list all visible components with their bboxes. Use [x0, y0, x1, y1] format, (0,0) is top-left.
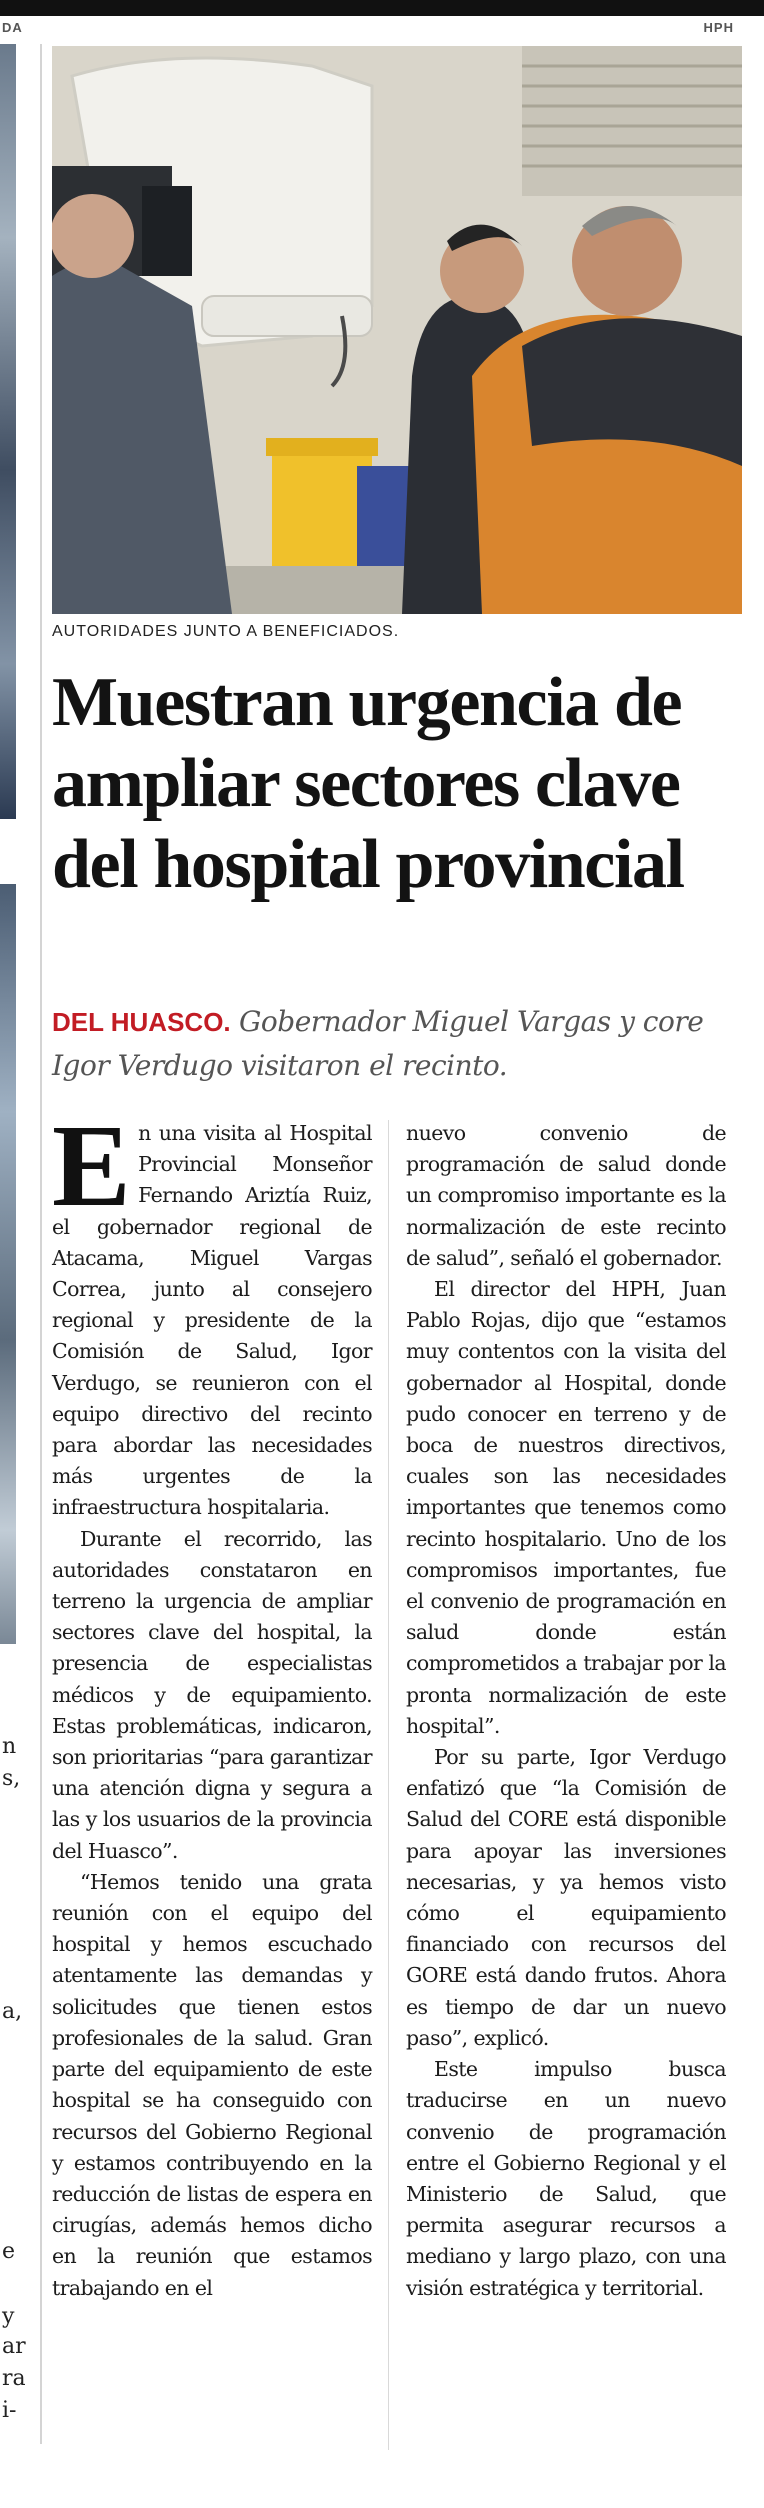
neighbor-fragment: ar: [2, 2334, 26, 2359]
article-photo: [52, 46, 742, 614]
neighbor-fragment: a,: [2, 1999, 23, 2024]
body-text: n una visita al Hospital Provincial Monseñor Fernando Ariztía Ruiz, el gobernador regional de Atacama, Miguel Vargas Correa, junto al consejero regional y presidente de la Comisión de Salud, Igor Verdugo, se reunieron con el equipo directivo del recinto para abordar las necesidades más urgentes de la infraestructura hospitalaria.: [52, 1121, 372, 1520]
body-column-1: [52, 1100, 372, 2304]
deck-kicker: DEL HUASCO.: [52, 1007, 231, 1037]
body-paragraph: nuevo convenio de programación de salud donde un compromiso importante es la normalización de este recinto de salud”, señaló el gobernador.: [406, 1121, 726, 1270]
column-divider-left: [40, 44, 42, 2444]
headline: Muestran urgencia de ampliar sectores clave del hospital provincial: [52, 664, 684, 903]
neighbor-fragment: i-: [2, 2398, 17, 2423]
neighbor-fragment: y: [2, 2304, 15, 2329]
deck-subheadline: [52, 1000, 752, 1088]
section-label-left: DA: [2, 20, 23, 35]
neighbor-photo-top: [0, 44, 16, 819]
neighbor-article-strip: [0, 44, 26, 2464]
hospital-scene-illustration: [52, 46, 742, 614]
neighbor-fragment: e: [2, 2239, 16, 2264]
body-paragraph: [52, 1100, 372, 1524]
body-paragraph: El director del HPH, Juan Pablo Rojas, dijo que “estamos muy contentos con la visita del gobernador al Hospital, donde pudo conocer en terreno y de boca de nuestros directivos, cuales son las necesidades importantes que tenemos como recinto hospitalario. Uno de los compromisos importantes, fue el convenio de programación en salud donde están comprometidos a trabajar por la pronta normalización de este hospital”.: [406, 1277, 726, 1738]
section-label-right: HPH: [703, 20, 734, 35]
neighbor-fragment: ra: [2, 2366, 26, 2391]
body-paragraph: Por su parte, Igor Verdugo enfatizó que “la Comisión de Salud del CORE está disponible para apoyar las inversiones necesarias, y ya hemos visto cómo el equipamiento financiado con recursos del GORE está dando frutos. Ahora es tiempo de dar un nuevo paso”, explicó.: [406, 1745, 726, 2050]
drop-cap: E: [52, 1100, 131, 1231]
column-divider: [388, 1120, 389, 2450]
body-paragraph: “Hemos tenido una grata reunión con el equipo del hospital y hemos escuchado atentamente las demandas y solicitudes que tienen estos profesionales de la salud. Gran parte del equipamiento de este hospital se ha conseguido con recursos del Gobierno Regional y estamos contribuyendo en la reducción de listas de espera en cirugías, además hemos dicho en la reunión que estamos trabajando en el: [52, 1869, 372, 2300]
top-rule: [0, 0, 764, 16]
neighbor-photo-bottom: [0, 884, 16, 1644]
body-paragraph: Durante el recorrido, las autoridades constataron en terreno la urgencia de ampliar sectores clave del hospital, la presencia de especialistas médicos y de equipamiento. Estas problemáticas, indicaron, son prioritarias “para garantizar una atención digna y segura a las y los usuarios de la provincia del Huasco”.: [52, 1526, 372, 1863]
neighbor-fragment: s,: [2, 1766, 21, 1791]
body-column-2: [406, 1118, 726, 2304]
photo-caption: AUTORIDADES JUNTO A BENEFICIADOS.: [52, 623, 400, 640]
body-paragraph: Este impulso busca traducirse en un nuevo convenio de programación entre el Gobierno Regional y el Ministerio de Salud, que permita asegurar recursos a mediano y largo plazo, con una visión estratégica y territorial.: [406, 2057, 726, 2300]
neighbor-fragment: n: [2, 1734, 17, 1759]
deck-text: Gobernador Miguel Vargas y core Igor Verdugo visitaron el recinto.: [52, 1005, 704, 1082]
